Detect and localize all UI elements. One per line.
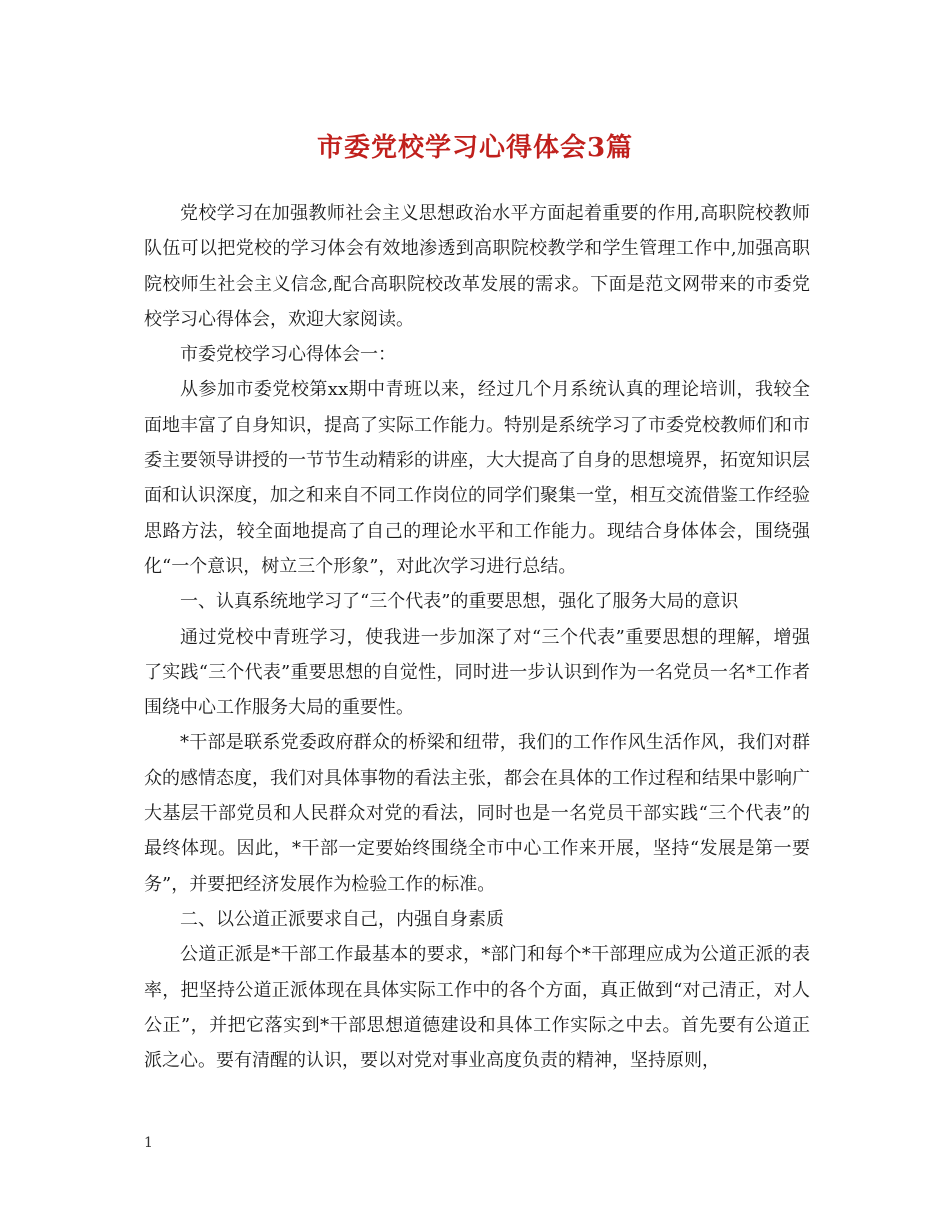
paragraph: 通过党校中青班学习，使我进一步加深了对“三个代表”重要思想的理解，增强了实践“三个代表”重要思想的自觉性，同时进一步认识到作为一名党员一名*工作者围绕中心工作服务大局的重要性。 <box>144 626 810 719</box>
document-title: 市委党校学习心得体会3篇 <box>316 133 634 163</box>
section-heading: 一、认真系统地学习了“三个代表”的重要思想，强化了服务大局的意识 <box>180 591 739 613</box>
paragraph: *干部是联系党委政府群众的桥梁和纽带，我们的工作作风生活作风，我们对群众的感情态度，我们对具体事物的看法主张，都会在具体的工作过程和结果中影响广大基层干部党员和人民群众对党的看法，同时也是一名党员干部实践“三个代表”的最终体现。因此，*干部一定要始终围绕全市中心工作来开展，坚持“发展是第一要务”，并要把经济发展作为检验工作的标准。 <box>144 732 810 895</box>
page-number: 1 <box>144 1135 153 1151</box>
document-body <box>144 196 810 1078</box>
paragraph: 党校学习在加强教师社会主义思想政治水平方面起着重要的作用,高职院校教师队伍可以把党校的学习体会有效地渗透到高职院校教学和学生管理工作中,加强高职院校师生社会主义信念,配合高职院校改革发展的需求。下面是范文网带来的市委党校学习心得体会，欢迎大家阅读。 <box>144 203 810 330</box>
section-heading: 二、以公道正派要求自己，内强自身素质 <box>180 908 504 930</box>
paragraph: 从参加市委党校第xx期中青班以来，经过几个月系统认真的理论培训，我较全面地丰富了自身知识，提高了实际工作能力。特别是系统学习了市委党校教师们和市委主要领导讲授的一节节生动精彩的讲座，大大提高了自身的思想境界，拓宽知识层面和认识深度，加之和来自不同工作岗位的同学们聚集一堂，相互交流借鉴工作经验思路方法，较全面地提高了自己的理论水平和工作能力。现结合身体体会，围绕强化“一个意识，树立三个形象”，对此次学习进行总结。 <box>144 379 810 577</box>
paragraph: 市委党校学习心得体会一： <box>180 344 396 366</box>
paragraph: 公道正派是*干部工作最基本的要求，*部门和每个*干部理应成为公道正派的表率，把坚持公道正派体现在具体实际工作中的各个方面，真正做到“对己清正，对人公正”，并把它落实到*干部思想道德建设和具体工作实际之中去。首先要有公道正派之心。要有清醒的认识，要以对党对事业高度负责的精神，坚持原则， <box>144 944 810 1072</box>
